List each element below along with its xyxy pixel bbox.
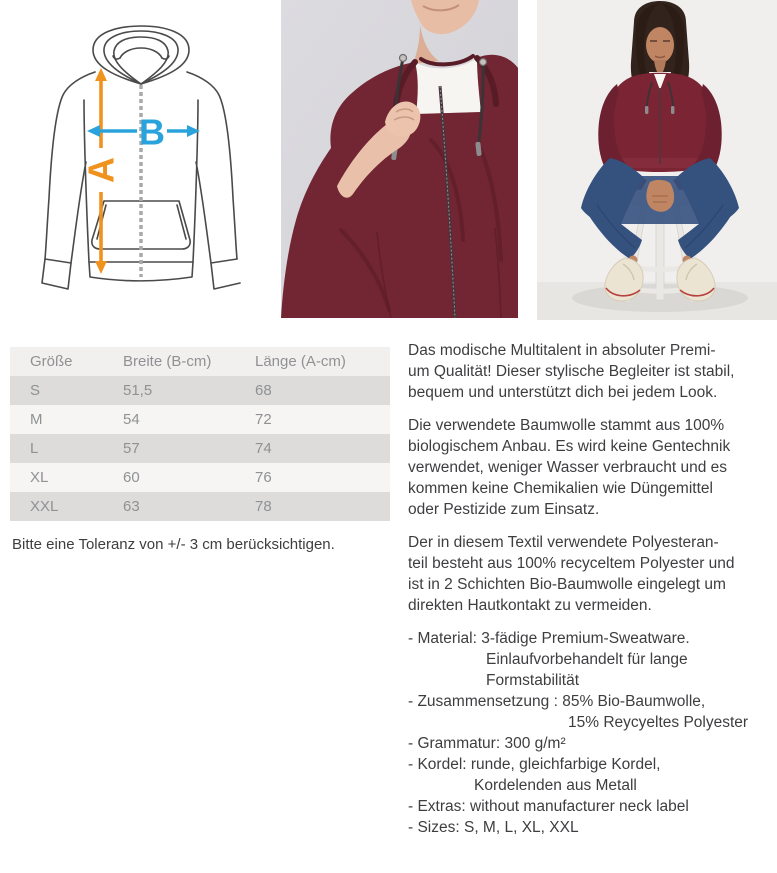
table-cell: 74 <box>255 440 272 457</box>
table-cell: 68 <box>255 382 272 399</box>
product-description <box>408 340 772 838</box>
length-label: A <box>80 157 122 183</box>
table-cell: 57 <box>123 440 140 457</box>
table-cell: L <box>30 440 39 457</box>
table-row <box>10 376 390 405</box>
spec-line: Formstabilität <box>486 672 580 689</box>
spec-list <box>408 628 772 838</box>
spec-line: Einlaufvorbehandelt für lange <box>486 651 688 668</box>
product-photo-closeup <box>281 0 518 318</box>
column-header: Größe <box>30 353 73 370</box>
table-row <box>10 434 390 463</box>
table-cell: 76 <box>255 469 272 486</box>
hoodie-line-drawing <box>0 0 280 320</box>
column-header: Länge (A-cm) <box>255 353 346 370</box>
product-gallery <box>0 0 777 320</box>
table-cell: XXL <box>30 498 59 515</box>
column-header: Breite (B-cm) <box>123 353 212 370</box>
spec-line: - Grammatur: 300 g/m² <box>408 735 566 752</box>
spec-line: - Material: 3-fädige Premium-Sweatware. <box>408 630 690 647</box>
spec-line: - Sizes: S, M, L, XL, XXL <box>408 819 579 836</box>
spec-line: Kordelenden aus Metall <box>474 777 637 794</box>
table-row <box>10 463 390 492</box>
table-row <box>10 405 390 434</box>
model-seated-illustration <box>537 0 777 320</box>
table-cell: M <box>30 411 43 428</box>
size-table <box>10 347 390 521</box>
size-diagram <box>0 0 280 320</box>
table-cell: 54 <box>123 411 140 428</box>
table-cell: 51,5 <box>123 382 153 399</box>
size-table-body <box>10 376 390 521</box>
table-cell: XL <box>30 469 49 486</box>
table-cell: S <box>30 382 41 399</box>
table-cell: 63 <box>123 498 140 515</box>
size-table-header <box>10 347 390 376</box>
spec-line: - Extras: without manufacturer neck label <box>408 798 689 815</box>
description-paragraph: Der in diesem Textil verwendete Polyesteran- teil besteht aus 100% recyceltem Polyester und ist in 2 Schichten Bio-Baumwolle eingelegt um direkten Hautkontakt zu vermeiden. <box>408 534 735 614</box>
description-paragraph: Das modische Multitalent in absoluter Premi- um Qualität! Dieser stylische Begleiter ist stabil, bequem und unterstützt dich bei jedem Look. <box>408 342 735 401</box>
table-row <box>10 492 390 521</box>
product-photo-seated <box>537 0 777 320</box>
table-cell: 72 <box>255 411 272 428</box>
width-label: B <box>139 111 165 153</box>
tolerance-note: Bitte eine Toleranz von +/- 3 cm berücksichtigen. <box>12 536 335 553</box>
table-cell: 78 <box>255 498 272 515</box>
description-paragraphs <box>408 340 772 616</box>
spec-line: 15% Reycyeltes Polyester <box>568 714 749 731</box>
description-paragraph: Die verwendete Baumwolle stammt aus 100% biologischem Anbau. Es wird keine Gentechnik verwendet, weniger Wasser verbraucht und es kommen keine Chemikalien wie Düngemittel oder Pestizide zum Einsatz. <box>408 417 731 518</box>
spec-line: - Kordel: runde, gleichfarbige Kordel, <box>408 756 661 773</box>
table-cell: 60 <box>123 469 140 486</box>
model-closeup-illustration <box>281 0 518 318</box>
spec-line: - Zusammensetzung : 85% Bio-Baumwolle, <box>408 693 706 710</box>
